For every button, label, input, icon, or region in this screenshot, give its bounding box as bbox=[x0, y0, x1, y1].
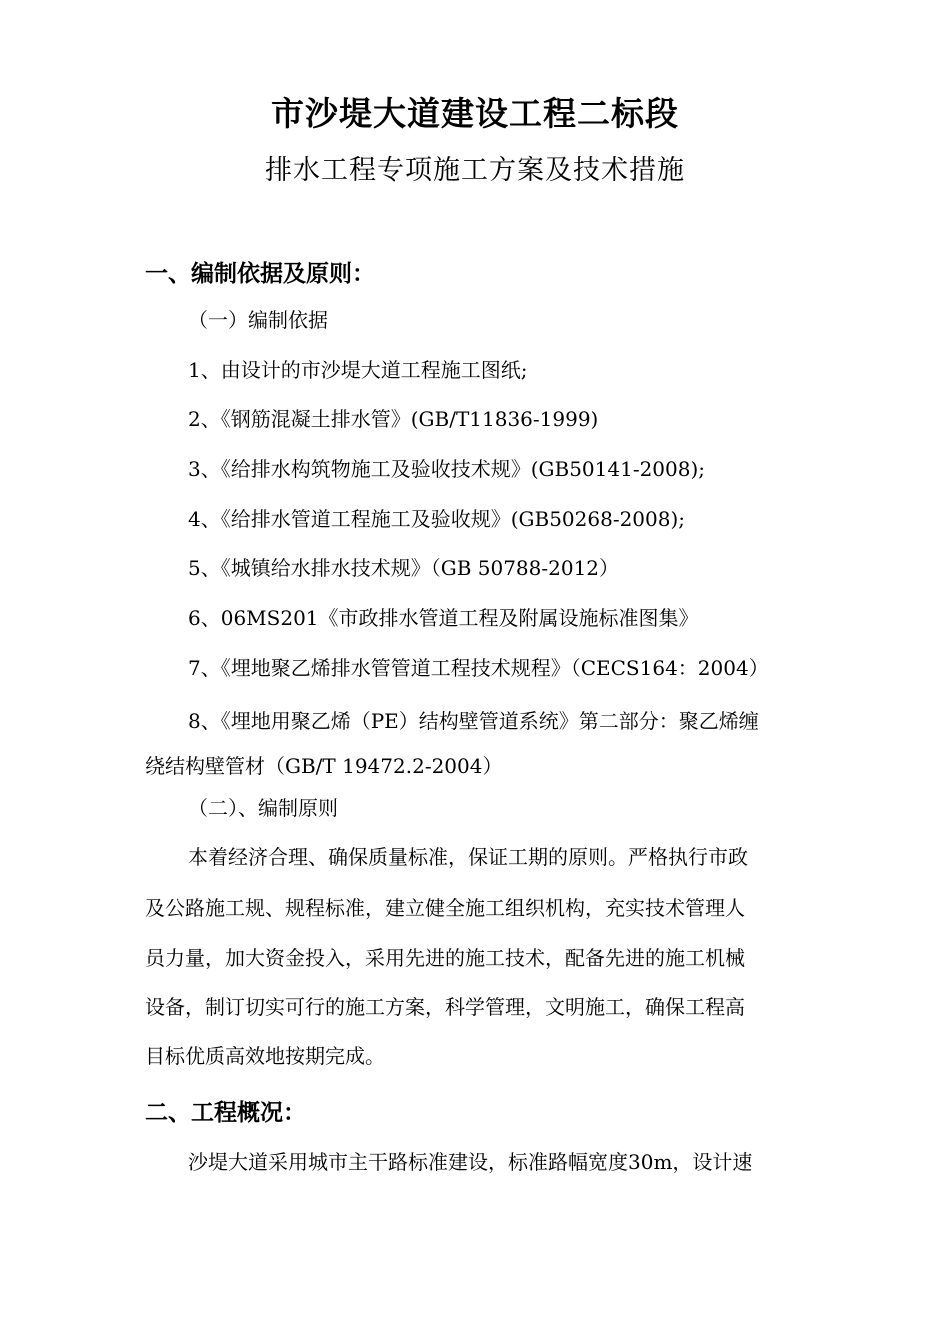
overview-line-1: 沙堤大道采用城市主干路标准建设，标准路幅宽度30m，设计速 bbox=[188, 1150, 753, 1174]
basis-item-8-continued: 绕结构壁管材（GB/T 19472.2-2004） bbox=[145, 754, 503, 778]
principle-line-2: 及公路施工规、规程标准，建立健全施工组织机构，充实技术管理人 bbox=[145, 896, 745, 920]
document-subtitle: 排水工程专项施工方案及技术措施 bbox=[265, 155, 685, 186]
basis-item-6: 6、06MS201《市政排水管道工程及附属设施标准图集》 bbox=[188, 606, 699, 630]
principle-line-1: 本着经济合理、确保质量标准，保证工期的原则。严格执行市政 bbox=[188, 845, 748, 869]
basis-item-5: 5、《城镇给水排水技术规》（GB 50788-2012） bbox=[188, 556, 620, 580]
basis-item-2: 2、《钢筋混凝土排水管》(GB/T11836-1999) bbox=[188, 407, 599, 431]
section-1-heading: 一、编制依据及原则： bbox=[145, 260, 375, 287]
principle-line-5: 目标优质高效地按期完成。 bbox=[145, 1044, 385, 1068]
subsection-basis-heading: （一）编制依据 bbox=[188, 308, 328, 332]
basis-item-4: 4、《给排水管道工程施工及验收规》(GB50268-2008); bbox=[188, 507, 686, 531]
principle-line-4: 设备，制订切实可行的施工方案，科学管理，文明施工，确保工程高 bbox=[145, 995, 745, 1019]
subsection-principle-heading: （二）、编制原则 bbox=[188, 796, 338, 820]
basis-item-8: 8、《埋地用聚乙烯（PE）结构壁管道系统》第二部分：聚乙烯缠 bbox=[188, 709, 759, 733]
document-title: 市沙堤大道建设工程二标段 bbox=[271, 94, 679, 133]
principle-line-3: 员力量，加大资金投入，采用先进的施工技术，配备先进的施工机械 bbox=[145, 946, 745, 970]
basis-item-7: 7、《埋地聚乙烯排水管管道工程技术规程》（CECS164：2004） bbox=[188, 656, 769, 680]
basis-item-1: 1、由设计的市沙堤大道工程施工图纸; bbox=[188, 358, 528, 382]
section-2-heading: 二、工程概况： bbox=[145, 1099, 306, 1126]
basis-item-3: 3、《给排水构筑物施工及验收技术规》(GB50141-2008); bbox=[188, 457, 706, 481]
